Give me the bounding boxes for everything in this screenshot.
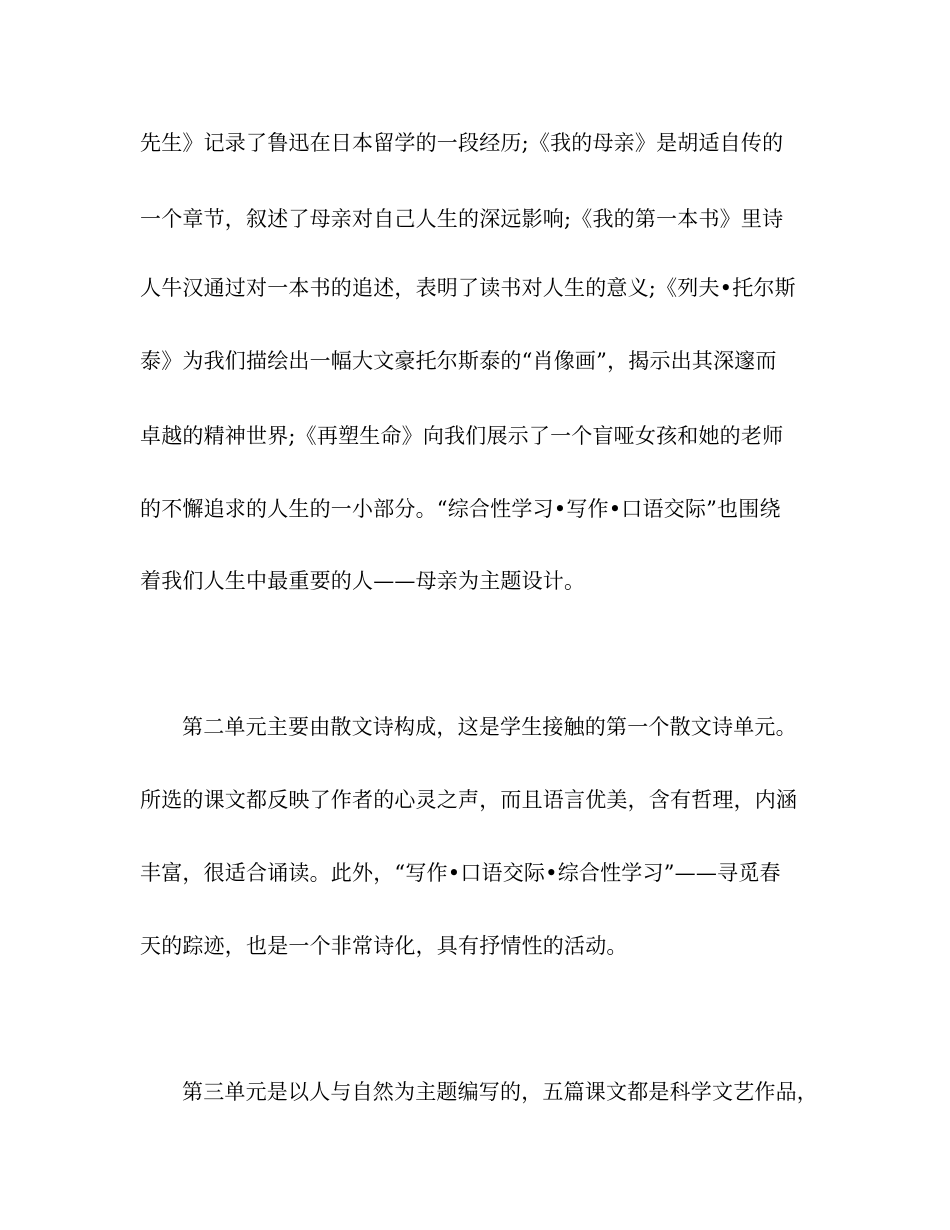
paragraph-1-line-7: 着我们人生中最重要的人——母亲为主题设计。 [140, 569, 586, 593]
paragraph-1-line-6: 的不懈追求的人生的一小部分。“综合性学习•写作•口语交际”也围绕 [140, 497, 781, 521]
paragraph-1-line-1: 先生》记录了鲁迅在日本留学的一段经历;《我的母亲》是胡适自传的 [140, 131, 784, 155]
paragraph-2-line-1: 第二单元主要由散文诗构成，这是学生接触的第一个散文诗单元。 [182, 715, 797, 739]
paragraph-1-line-3: 人牛汉通过对一本书的追述，表明了读书对人生的意义;《列夫•托尔斯 [140, 276, 796, 300]
paragraph-1-line-2: 一个章节，叙述了母亲对自己人生的深远影响;《我的第一本书》里诗 [140, 207, 784, 231]
paragraph-2-line-4: 天的踪迹，也是一个非常诗化，具有抒情性的活动。 [140, 934, 628, 958]
paragraph-3-line-1: 第三单元是以人与自然为主题编写的，五篇课文都是科学文艺作品， [182, 1080, 818, 1104]
paragraph-2-line-2: 所选的课文都反映了作者的心灵之声，而且语言优美，含有哲理，内涵 [140, 788, 798, 812]
paragraph-1-line-4: 泰》为我们描绘出一幅大文豪托尔斯泰的“肖像画”，揭示出其深邃而 [140, 349, 777, 373]
paragraph-1-line-5: 卓越的精神世界;《再塑生命》向我们展示了一个盲哑女孩和她的老师 [140, 424, 784, 448]
paragraph-2-line-3: 丰富，很适合诵读。此外，“写作•口语交际•综合性学习”——寻觅春 [140, 861, 781, 885]
